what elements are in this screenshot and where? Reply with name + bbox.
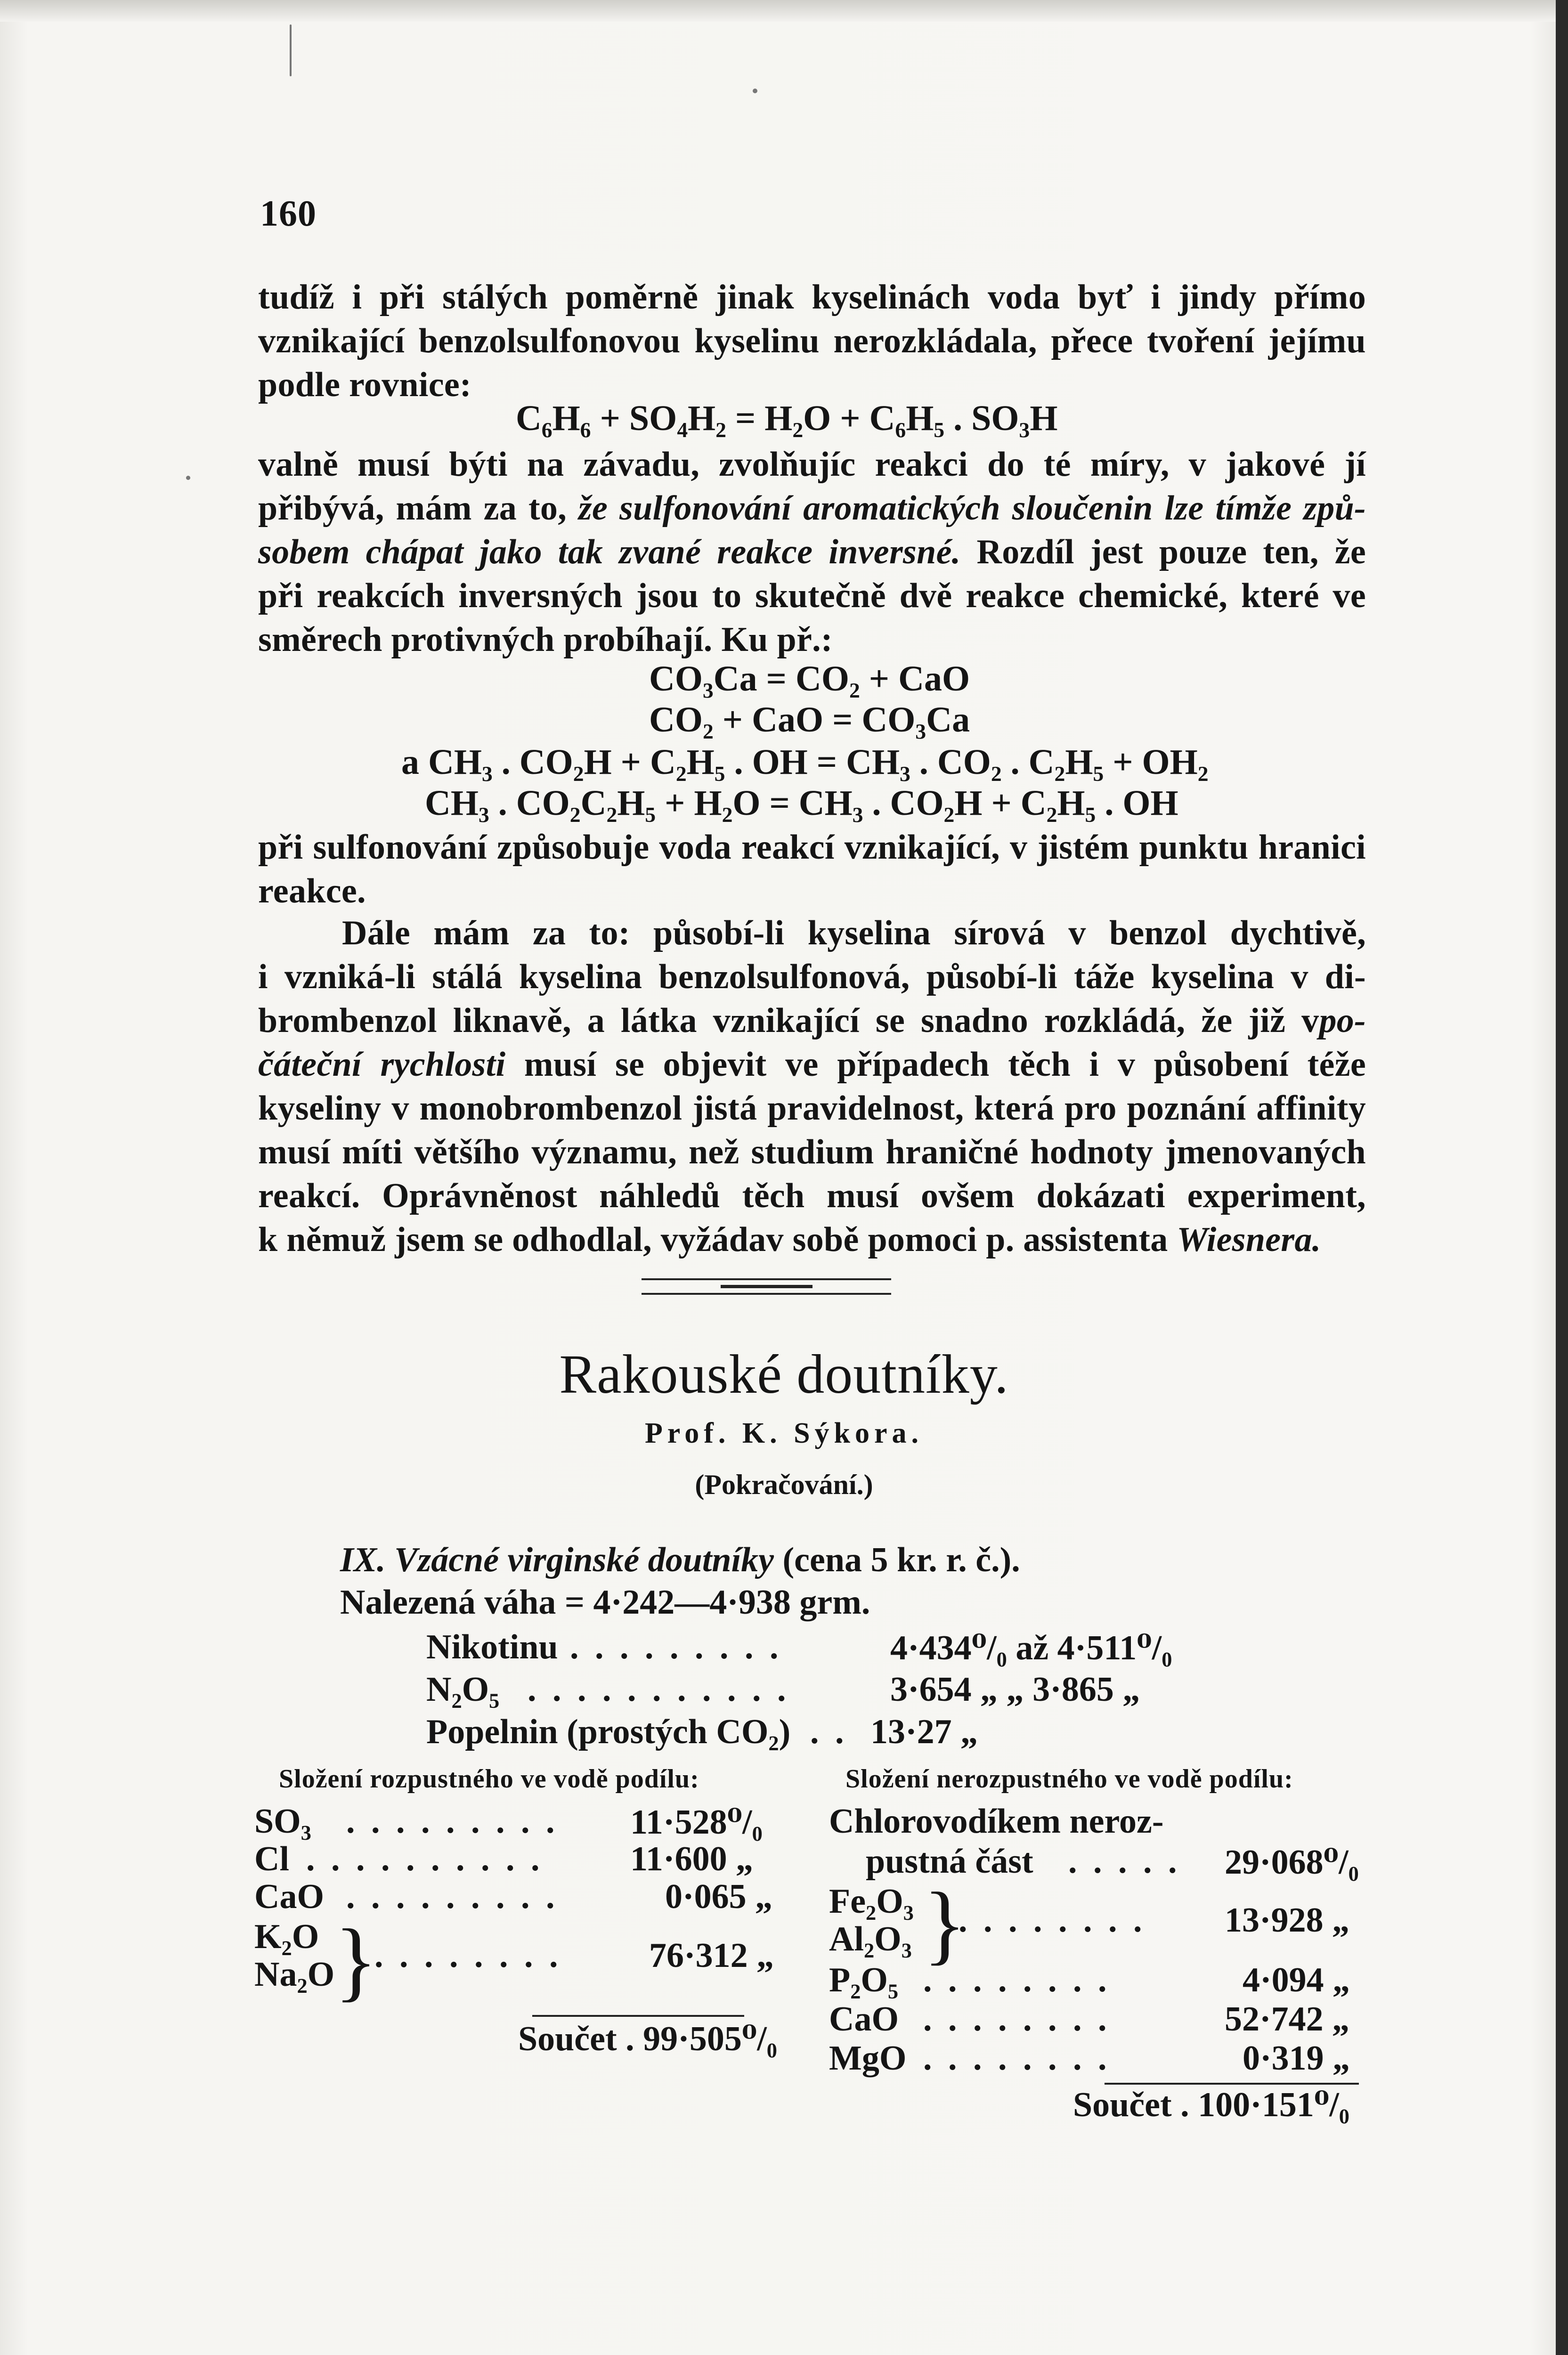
leader-dots: . . . . . . . . [959,1901,1146,1940]
right-row-value: 13·928 „ [1225,1901,1350,1940]
ash-label: Popelnin (prostých CO₂) [426,1713,791,1751]
text-line [258,1218,1366,1262]
right-row-value: 52·742 „ [1225,2000,1350,2038]
left-row-value: 76·312 „ [649,1936,774,1975]
text-line: reakcí. Oprávněnost náhledů těch musí ovšem dokázati experiment, [258,1177,1366,1215]
equation-4: a CH₃ . CO₂H + C₂H₅ . OH = CH₃ . CO₂ . C₂H₅ + OH₂ [401,742,1209,782]
separator-rule [721,1285,812,1288]
text-line: i vzniká-li stálá kyselina benzolsulfonová, působí-li táže kyselina v di- [258,958,1366,996]
right-row-value: 0·319 „ [1243,2039,1350,2078]
weight-line: Nalezená váha = 4·242—4·938 grm. [340,1583,870,1622]
right-row-label: P₂O₅ [829,1961,899,1999]
n2o5-label: N₂O₅ [426,1670,500,1709]
scan-top-edge [0,0,1568,22]
text-line: valně musí býti na závadu, zvolňujíc reakci do té míry, v jakové jí [258,445,1366,484]
sum-rule [532,2015,744,2017]
article-author: Prof. K. Sýkora. [644,1417,924,1449]
italic-emphasis: že sulfonování aromatických sloučenin lze tímže způ- [578,489,1366,528]
text-line: musí míti většího významu, než studium hraničné hodnoty jmenovaných [258,1133,1366,1171]
leader-dots: . . . . . . . . [923,1961,1111,1999]
section-price: (cena 5 kr. r. č.). [782,1541,1020,1579]
scan-mark [290,24,292,76]
leader-dots: . . . . . . . . . [346,1877,559,1916]
text-line [258,487,1366,530]
scan-speck [186,476,190,480]
italic-emphasis: po- [1319,1001,1366,1040]
leader-dots: . . . . . . . . [923,2000,1111,2038]
text-line [258,999,1366,1043]
text-span: brombenzol liknavě, a látka vznikající se snadno rozkládá, že již v [258,1001,1319,1040]
separator-rule [642,1293,891,1295]
scan-speck [753,89,757,93]
italic-emphasis: sobem chápat jako tak zvané reakce inversné. [258,533,961,571]
text-span: Rozdíl jest pouze ten, že [976,533,1366,571]
right-total: Součet . 100·151⁰/₀ [1073,2086,1349,2124]
scan-right-edge [1556,0,1568,2355]
right-row-label: Chlorovodíkem neroz- [829,1802,1164,1841]
text-line: reakce. [258,872,366,910]
brace-symbol: } [923,1875,967,1973]
text-line: kyseliny v monobrombenzol jistá pravidelnost, která pro poznání affinity [258,1089,1366,1128]
text-line: Dále mám za to: působí-li kyselina sírová v benzol dychtivě, [342,914,1366,952]
text-line: při reakcích inversných jsou to skutečně dvě reakce chemické, které ve [258,577,1366,615]
separator-rule [642,1278,891,1280]
leader-dots: . . [810,1713,848,1751]
text-line: podle rovnice: [258,365,471,404]
left-row-label: K₂O [254,1917,319,1956]
text-line [258,1043,1366,1087]
leader-dots: . . . . . . . . . [570,1628,782,1666]
right-row-label: CaO [829,2000,899,2038]
nikotin-label: Nikotinu [426,1628,558,1666]
paragraph-3 [258,826,1366,913]
leader-dots: . . . . . . . . [374,1936,562,1975]
italic-name: Wiesnera. [1177,1220,1321,1259]
leader-dots: . . . . . . . . . [346,1802,559,1841]
left-table-header: Složení rozpustného ve vodě podílu: [279,1764,699,1794]
page-number: 160 [260,193,317,234]
leader-dots: . . . . . . . . . . [306,1840,544,1878]
text-span: k němuž jsem se odhodlal, vyžádav sobě pomoci p. assistenta [258,1220,1168,1259]
left-row-label: Na₂O [254,1955,335,1994]
leader-dots: . . . . . . . . . . . [528,1670,790,1709]
equation-2: CO₃Ca = CO₂ + CaO [649,659,970,698]
left-row-label: Cl [254,1840,289,1878]
right-table-header: Složení nerozpustného ve vodě podílu: [845,1764,1293,1794]
leader-dots: . . . . . . . . [923,2039,1111,2078]
text-line [258,530,1366,574]
left-row-value: 11·528⁰/₀ [630,1803,763,1842]
equation-3: CO₂ + CaO = CO₃Ca [649,700,970,739]
left-row-value: 0·065 „ [665,1877,773,1916]
equation-5: CH₃ . CO₂C₂H₅ + H₂O = CH₃ . CO₂H + C₂H₅ . OH [425,783,1178,823]
right-row-label: MgO [829,2039,907,2078]
n2o5-value: 3·654 „ „ 3·865 „ [890,1670,1140,1709]
text-span: přibývá, mám za to, [258,489,567,528]
section-title: IX. Vzácné virginské doutníky [340,1541,774,1579]
right-row-value: 4·094 „ [1243,1961,1350,1999]
leader-dots: . . . . . [1068,1842,1181,1881]
ash-value: 13·27 „ [870,1713,978,1751]
paragraph-2 [258,443,1366,662]
paragraph-4 [258,911,1366,1262]
left-row-label: SO₃ [254,1802,311,1841]
text-span: musí se objevit ve případech těch i v působení téže [524,1045,1366,1084]
right-row-label: pustná část [866,1842,1033,1881]
brace-symbol: } [334,1911,378,2010]
right-row-value: 29·068⁰/₀ [1225,1843,1359,1882]
left-total: Součet . 99·505⁰/₀ [518,2020,777,2058]
text-line: při sulfonování způsobuje voda reakcí vznikající, v jistém punktu hranici [258,828,1366,867]
left-row-label: CaO [254,1877,324,1916]
continuation-note: (Pokračování.) [695,1469,873,1500]
left-row-value: 11·600 „ [630,1840,754,1878]
text-line: směrech protivných probíhají. Ku př.: [258,620,833,659]
article-title: Rakouské doutníky. [559,1343,1009,1405]
right-row-label: Fe₂O₃ [829,1882,914,1921]
text-line: vznikající benzolsulfonovou kyselinu nerozkládala, přece tvoření jejímu [258,322,1366,360]
equation-sulfonation: C₆H₆ + SO₄H₂ = H₂O + C₆H₅ . SO₃H [516,398,1058,438]
paragraph-1 [258,276,1366,407]
right-row-label: Al₂O₃ [829,1920,912,1958]
section-heading [340,1540,1020,1580]
text-line: tudíž i při stálých poměrně jinak kyselinách voda byť i jindy přímo [258,278,1366,317]
nikotin-value: 4·434⁰/₀ až 4·511⁰/₀ [890,1629,1172,1667]
italic-emphasis: čáteční rychlosti [258,1045,506,1084]
